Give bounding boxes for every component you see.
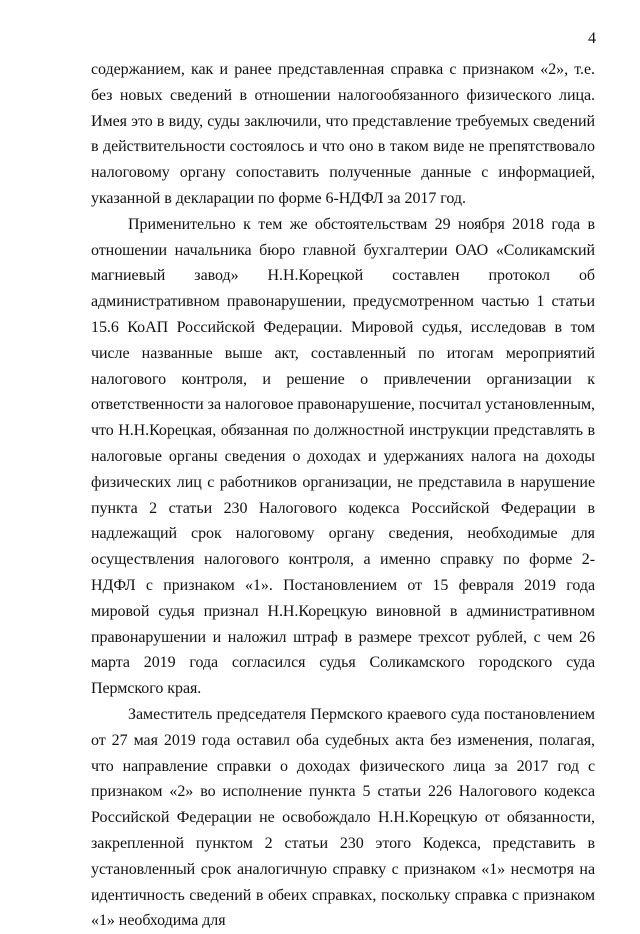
- paragraph-protocol: Применительно к тем же обстоятельствам 29 ноября 2018 года в отношении начальника бюро главной бухгалтерии ОАО «Соликамский магниевый завод» Н.Н.Корецкой составлен протокол об административном правонарушении, предусмотренном частью 1 статьи 15.6 КоАП Российской Федерации. Мировой судья, исследовав в том числе названные выше акт, составленный по итогам мероприятий налогового контроля, и решение о привлечении организации к ответственности за налоговое правонарушение, посчитал установленным, что Н.Н.Корецкая, обязанная по должностной инструкции представлять в налоговые органы сведения о доходах и удержаниях налога на доходы физических лиц с работников организации, не представила в нарушение пункта 2 статьи 230 Налогового кодекса Российской Федерации в надлежащий срок налоговому органу сведения, необходимые для осуществления налогового контроля, а именно справку по форме 2-НДФЛ с признаком «1». Постановлением от 15 февраля 2019 года мировой судья признал Н.Н.Корецкую виновной в административном правонарушении и наложил штраф в размере трехсот рублей, с чем 26 марта 2019 года согласился судья Соликамского городского суда Пермского края.: [91, 215, 595, 698]
- page-number: 4: [588, 30, 596, 47]
- paragraph-continuation: содержанием, как и ранее представленная справка с признаком «2», т.е. без новых сведений в отношении налогообязанного физического лица. Имея это в виду, суды заключили, что представление требуемых сведений в действительности состоялось и что оно в таком виде не препятствовало налоговому органу сопоставить полученные данные с информацией, указанной в декларации по форме 6-НДФЛ за 2017 год.: [91, 61, 595, 207]
- paragraph-appeal: Заместитель председателя Пермского краевого суда постановлением от 27 мая 2019 года оставил оба судебных акта без изменения, полагая, что направление справки о доходах физического лица за 2017 год с признаком «2» во исполнение пункта 5 статьи 226 Налогового кодекса Российской Федерации не освобождало Н.Н.Корецкую от обязанности, закрепленной пунктом 2 статьи 230 этого Кодекса, представить в установленный срок аналогичную справку с признаком «1» несмотря на идентичность сведений в обеих справках, поскольку справка с признаком «1» необходима для: [91, 705, 595, 930]
- document-body: [91, 57, 595, 934]
